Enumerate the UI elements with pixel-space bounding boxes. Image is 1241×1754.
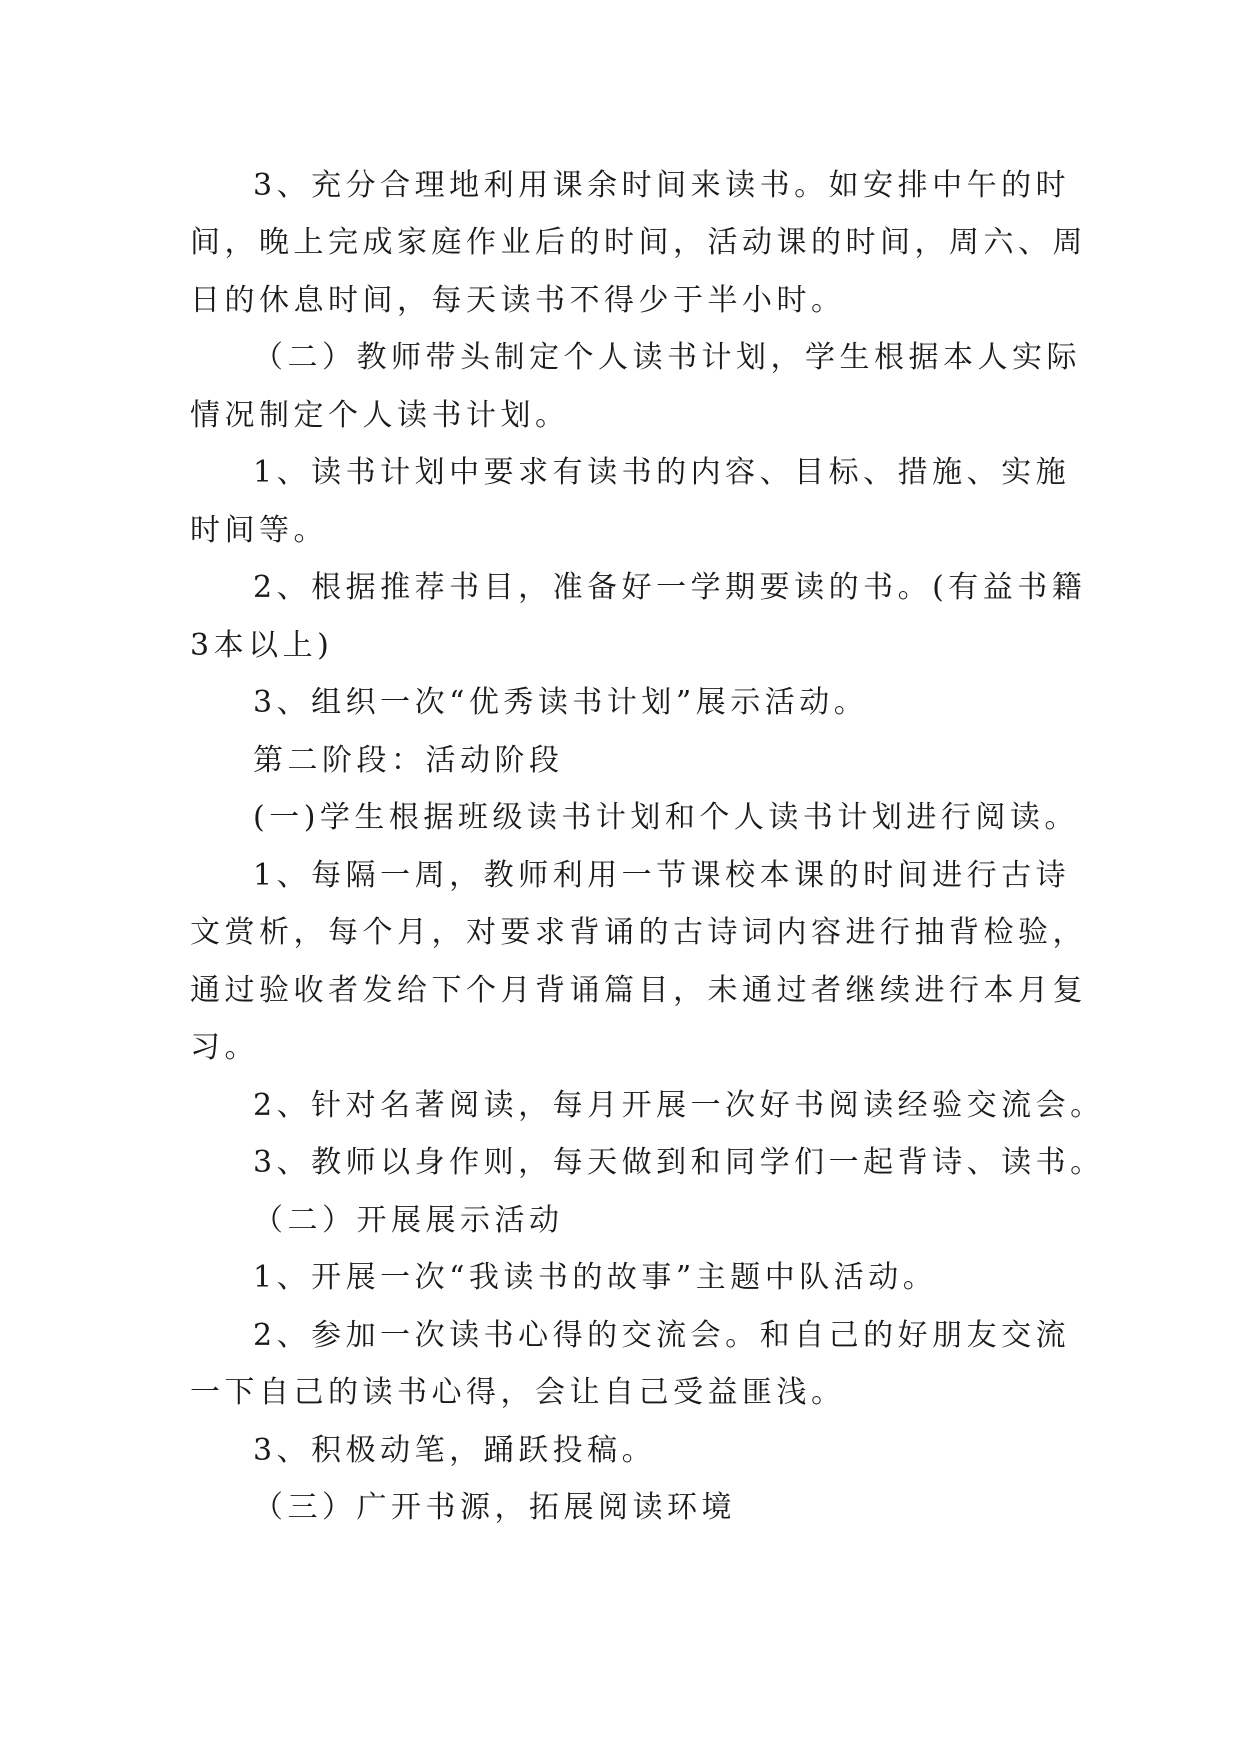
paragraph-line: 2、根据推荐书目，准备好一学期要读的书。(有益书籍 [253, 570, 1087, 605]
paragraph-line: 1、开展一次“我读书的故事”主题中队活动。 [253, 1260, 938, 1295]
paragraph-line: 情况制定个人读书计划。 [190, 398, 570, 433]
paragraph-line: （二）开展展示活动 [253, 1203, 564, 1238]
paragraph-line: 3本以上) [190, 628, 334, 663]
paragraph-line: 3、充分合理地利用课余时间来读书。如安排中午的时 [253, 168, 1071, 203]
paragraph-line: 3、积极动笔，踊跃投稿。 [253, 1433, 657, 1468]
paragraph-line: 3、教师以身作则，每天做到和同学们一起背诗、读书。 [253, 1145, 1105, 1180]
paragraph-line: 2、参加一次读书心得的交流会。和自己的好朋友交流 [253, 1318, 1071, 1353]
paragraph-line: （二）教师带头制定个人读书计划，学生根据本人实际 [253, 340, 1081, 375]
paragraph-line: 一下自己的读书心得，会让自己受益匪浅。 [190, 1375, 846, 1410]
paragraph-line: 2、针对名著阅读，每月开展一次好书阅读经验交流会。 [253, 1088, 1105, 1123]
paragraph-line: 间，晚上完成家庭作业后的时间，活动课的时间，周六、周 [190, 225, 1087, 260]
paragraph-line: 1、每隔一周，教师利用一节课校本课的时间进行古诗 [253, 858, 1071, 893]
paragraph-line: 1、读书计划中要求有读书的内容、目标、措施、实施 [253, 455, 1071, 490]
paragraph-line: （三）广开书源，拓展阅读环境 [253, 1490, 736, 1525]
paragraph-line: 文赏析，每个月，对要求背诵的古诗词内容进行抽背检验， [190, 915, 1087, 950]
paragraph-line: 通过验收者发给下个月背诵篇目，未通过者继续进行本月复 [190, 973, 1087, 1008]
section-heading: 第二阶段：活动阶段 [253, 743, 564, 778]
paragraph-line: (一)学生根据班级读书计划和个人读书计划进行阅读。 [253, 800, 1079, 835]
paragraph-line: 习。 [190, 1030, 259, 1065]
paragraph-line: 时间等。 [190, 513, 328, 548]
paragraph-line: 日的休息时间，每天读书不得少于半小时。 [190, 283, 846, 318]
paragraph-line: 3、组织一次“优秀读书计划”展示活动。 [253, 685, 869, 720]
